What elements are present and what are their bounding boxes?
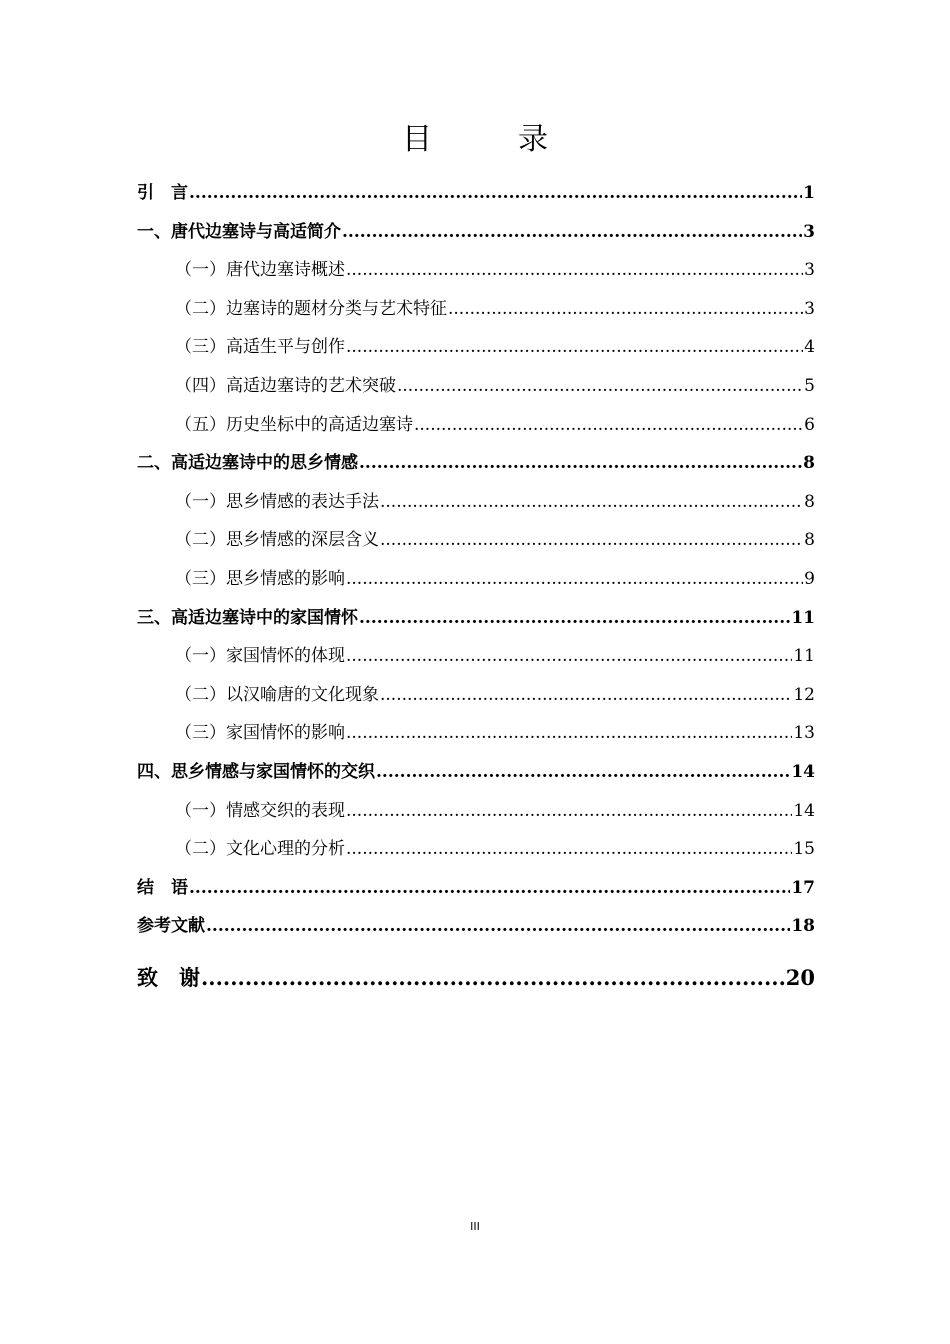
toc-entry[interactable]: [137, 869, 815, 908]
toc-leader-dots: [380, 483, 803, 522]
toc-entry-page: 11: [793, 646, 815, 667]
toc-entry-label: （三）思乡情感的影响: [175, 568, 345, 589]
toc-entry-page: 6: [804, 414, 815, 435]
toc-leader-dots: [346, 251, 803, 290]
toc-entry-label: （一）唐代边塞诗概述: [175, 260, 345, 281]
toc-entry-label: （二）以汉喻唐的文化现象: [175, 684, 379, 705]
toc-leader-dots: [448, 290, 803, 329]
toc-entry-label: 参考文献: [137, 916, 205, 937]
toc-leader-dots: [346, 830, 792, 869]
toc-entry[interactable]: [137, 406, 815, 445]
toc-entry-label: 引 言: [137, 183, 188, 203]
toc-leader-dots: [376, 753, 790, 792]
toc-leader-dots: [397, 367, 803, 406]
toc-entry[interactable]: [137, 483, 815, 522]
toc-entry-page: 12: [793, 684, 815, 705]
toc-leader-dots: [359, 599, 790, 638]
toc-entry-page: 8: [804, 491, 815, 512]
toc-entry[interactable]: [137, 792, 815, 831]
toc-leader-dots: [380, 676, 792, 715]
toc-entry-label: （一）情感交织的表现: [175, 800, 345, 821]
toc-leader-dots: [189, 174, 802, 213]
table-of-contents: [137, 174, 815, 1004]
toc-entry-page: 1: [803, 183, 815, 203]
toc-entry[interactable]: [137, 444, 815, 483]
toc-leader-dots: [380, 521, 803, 560]
toc-leader-dots: [189, 869, 790, 908]
toc-entry-page: 13: [793, 723, 815, 744]
toc-entry-label: 致 谢: [137, 964, 200, 990]
toc-entry-label: 二、高适边塞诗中的思乡情感: [137, 453, 358, 474]
toc-entry[interactable]: [137, 560, 815, 599]
toc-leader-dots: [346, 328, 803, 367]
toc-entry[interactable]: [137, 830, 815, 869]
toc-entry-page: 20: [785, 964, 815, 990]
toc-entry[interactable]: [137, 521, 815, 560]
toc-entry-page: 9: [804, 568, 815, 589]
toc-entry-page: 3: [803, 221, 815, 242]
toc-entry-label: 结 语: [137, 877, 188, 898]
toc-entry-label: （二）边塞诗的题材分类与艺术特征: [175, 298, 447, 319]
toc-entry-page: 4: [804, 337, 815, 358]
toc-entry-page: 3: [804, 260, 815, 281]
toc-entry[interactable]: [137, 714, 815, 753]
toc-leader-dots: [206, 907, 790, 946]
toc-entry-label: （四）高适边塞诗的艺术突破: [175, 375, 396, 396]
toc-entry[interactable]: [137, 599, 815, 638]
toc-entry[interactable]: [137, 174, 815, 213]
toc-entry-page: 18: [791, 916, 815, 937]
toc-entry-page: 17: [791, 877, 815, 898]
toc-entry-page: 11: [791, 607, 815, 628]
toc-entry[interactable]: [137, 637, 815, 676]
toc-entry-label: （一）家国情怀的体现: [175, 646, 345, 667]
toc-entry-label: 三、高适边塞诗中的家国情怀: [137, 607, 358, 628]
toc-entry[interactable]: [137, 328, 815, 367]
toc-entry[interactable]: [137, 952, 815, 1004]
toc-entry-label: 四、思乡情感与家国情怀的交织: [137, 761, 375, 782]
toc-leader-dots: [201, 952, 785, 1004]
toc-entry[interactable]: [137, 367, 815, 406]
toc-entry-page: 3: [804, 298, 815, 319]
toc-entry-label: （一）思乡情感的表达手法: [175, 491, 379, 512]
toc-entry-label: （二）思乡情感的深层含义: [175, 530, 379, 551]
toc-leader-dots: [346, 792, 792, 831]
toc-entry[interactable]: [137, 676, 815, 715]
toc-leader-dots: [346, 714, 792, 753]
page-title: 目 录: [402, 122, 576, 157]
toc-entry-page: 14: [791, 761, 815, 782]
toc-leader-dots: [342, 213, 802, 252]
toc-leader-dots: [346, 637, 792, 676]
toc-entry-page: 8: [804, 530, 815, 551]
toc-entry-label: （三）家国情怀的影响: [175, 723, 345, 744]
toc-leader-dots: [414, 406, 803, 445]
toc-entry-page: 14: [793, 800, 815, 821]
toc-entry[interactable]: [137, 753, 815, 792]
toc-entry[interactable]: [137, 290, 815, 329]
toc-leader-dots: [346, 560, 803, 599]
toc-entry[interactable]: [137, 251, 815, 290]
toc-leader-dots: [359, 444, 802, 483]
toc-entry-page: 15: [793, 839, 815, 860]
toc-entry-label: （五）历史坐标中的高适边塞诗: [175, 414, 413, 435]
toc-entry-label: （三）高适生平与创作: [175, 337, 345, 358]
toc-entry-page: 5: [804, 375, 815, 396]
toc-entry[interactable]: [137, 213, 815, 252]
toc-entry[interactable]: [137, 907, 815, 946]
toc-entry-page: 8: [803, 453, 815, 474]
toc-entry-label: （二）文化心理的分析: [175, 839, 345, 860]
toc-entry-label: 一、唐代边塞诗与高适简介: [137, 221, 341, 242]
page-number: III: [470, 1220, 480, 1233]
